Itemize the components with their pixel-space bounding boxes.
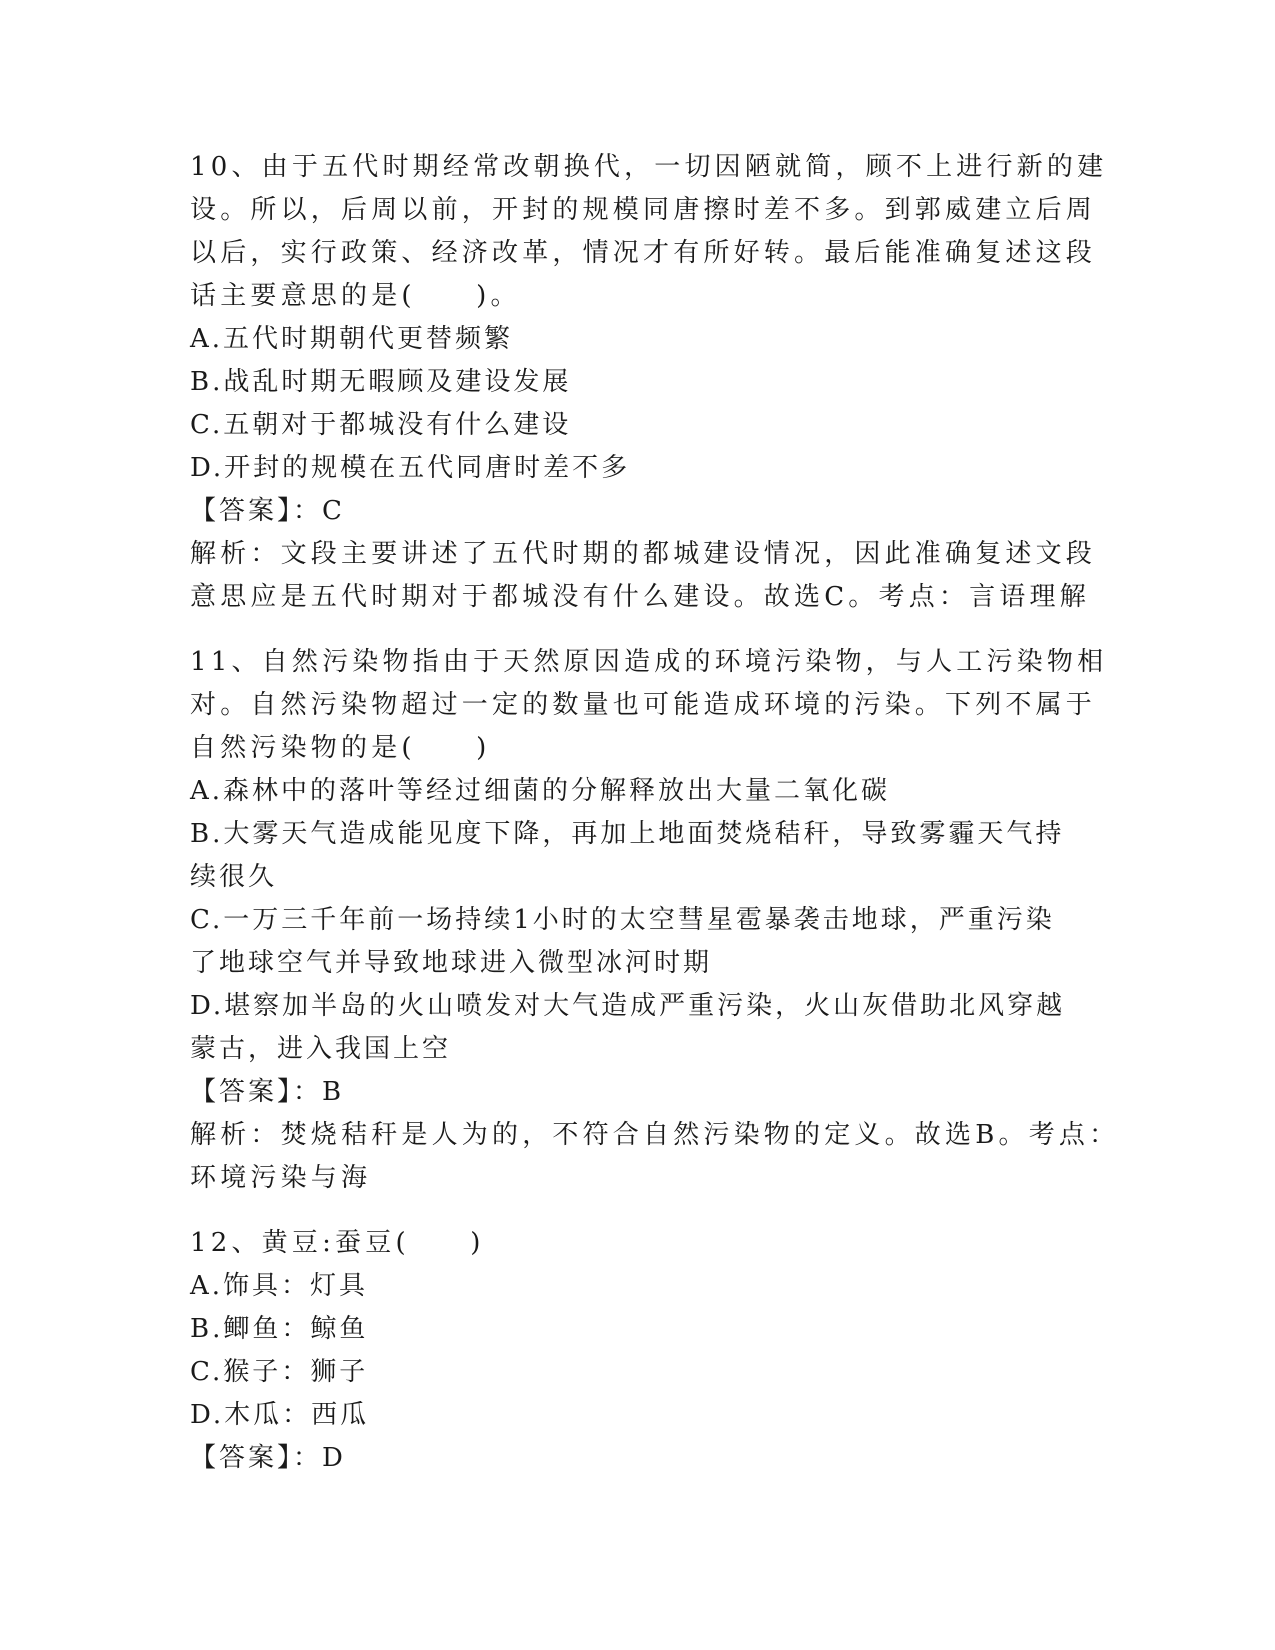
- option-d: D.木瓜：西瓜: [190, 1400, 370, 1430]
- question-stem-line: 设。所以，后周以前，开封的规模同唐擦时差不多。到郭威建立后周: [190, 195, 1097, 225]
- option-d: D.开封的规模在五代同唐时差不多: [190, 453, 631, 483]
- question-12: [190, 1222, 1070, 1480]
- analysis-line: 意思应是五代时期对于都城没有什么建设。故选C。考点：言语理解: [190, 582, 1090, 612]
- option-b-continued: 续很久: [190, 862, 278, 892]
- analysis-line: 解析：文段主要讲述了五代时期的都城建设情况，因此准确复述文段: [190, 539, 1097, 569]
- question-11: [190, 641, 1120, 1200]
- question-stem-line: 12、黄豆:蚕豆( ): [190, 1228, 485, 1258]
- option-c: C.猴子：狮子: [190, 1357, 369, 1387]
- option-c: C.一万三千年前一场持续1小时的太空彗星雹暴袭击地球，严重污染: [190, 905, 1055, 935]
- option-d: D.堪察加半岛的火山喷发对大气造成严重污染，火山灰借助北风穿越: [190, 991, 1066, 1021]
- question-stem-line: 以后，实行政策、经济改革，情况才有所好转。最后能准确复述这段: [190, 238, 1097, 268]
- question-stem-line: 10、由于五代时期经常改朝换代，一切因陋就简，顾不上进行新的建: [190, 152, 1108, 182]
- option-a: A.五代时期朝代更替频繁: [190, 324, 514, 354]
- answer-line: 【答案】：D: [190, 1443, 346, 1473]
- analysis-line: 环境污染与海: [190, 1163, 372, 1193]
- answer-line: 【答案】：C: [190, 496, 345, 526]
- question-stem-line: 对。自然污染物超过一定的数量也可能造成环境的污染。下列不属于: [190, 690, 1097, 720]
- option-b: B.战乱时期无暇顾及建设发展: [190, 367, 572, 397]
- option-a: A.饰具：灯具: [190, 1271, 369, 1301]
- option-b: B.鲫鱼：鲸鱼: [190, 1314, 369, 1344]
- option-a: A.森林中的落叶等经过细菌的分解释放出大量二氧化碳: [190, 776, 891, 806]
- question-stem-line: 自然污染物的是( ): [190, 733, 491, 763]
- option-b: B.大雾天气造成能见度下降，再加上地面焚烧秸秆，导致雾霾天气持: [190, 819, 1065, 849]
- question-10: [190, 146, 1108, 619]
- question-stem-line: 11、自然污染物指由于天然原因造成的环境污染物，与人工污染物相: [190, 647, 1108, 677]
- document-page: [190, 146, 1120, 1480]
- option-d-continued: 蒙古，进入我国上空: [190, 1034, 452, 1064]
- question-stem-line: 话主要意思的是( )。: [190, 281, 521, 311]
- option-c: C.五朝对于都城没有什么建设: [190, 410, 572, 440]
- analysis-line: 解析：焚烧秸秆是人为的，不符合自然污染物的定义。故选B。考点：: [190, 1120, 1120, 1150]
- option-c-continued: 了地球空气并导致地球进入微型冰河时期: [190, 948, 713, 978]
- answer-line: 【答案】：B: [190, 1077, 345, 1107]
